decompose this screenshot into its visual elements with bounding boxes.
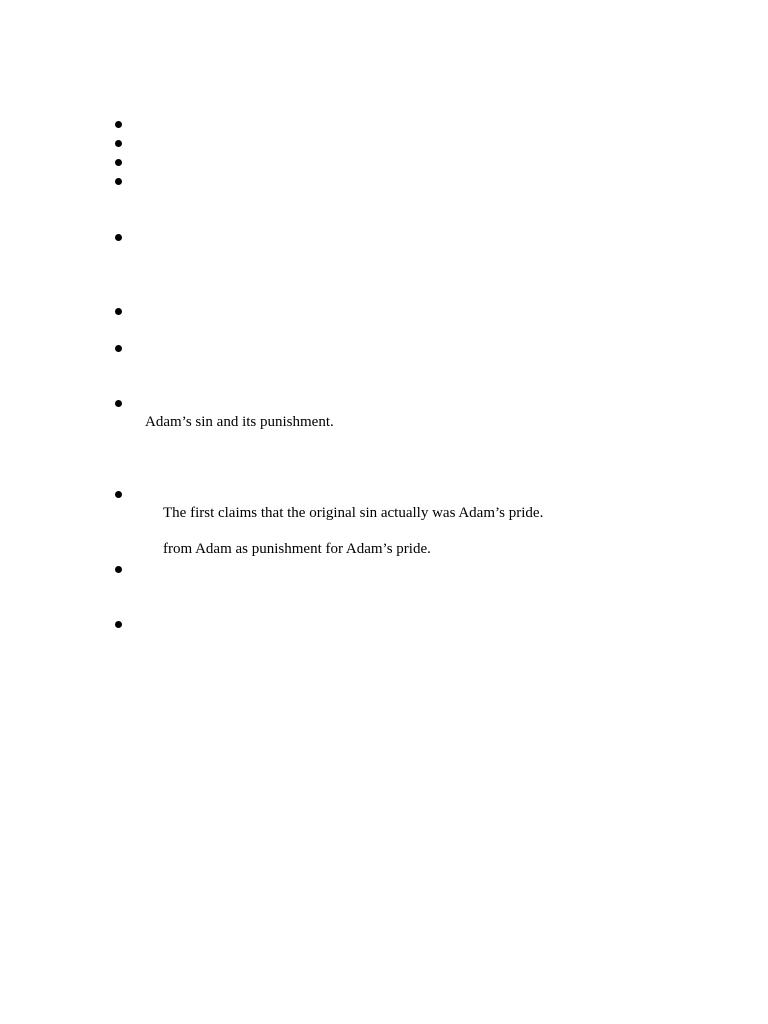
bullet-marker xyxy=(115,491,122,498)
bullet-marker xyxy=(115,345,122,352)
bullet-marker xyxy=(115,140,122,147)
bullet-marker xyxy=(115,121,122,128)
bullet-marker xyxy=(115,566,122,573)
text-line: The first claims that the original sin actually was Adam’s pride. xyxy=(163,505,544,521)
text-line: Adam’s sin and its punishment. xyxy=(145,414,334,430)
bullet-marker xyxy=(115,159,122,166)
bullet-marker xyxy=(115,308,122,315)
text-line: from Adam as punishment for Adam’s pride. xyxy=(163,541,431,557)
bullet-marker xyxy=(115,234,122,241)
bullet-marker xyxy=(115,400,122,407)
bullet-marker xyxy=(115,178,122,185)
bullet-marker xyxy=(115,621,122,628)
